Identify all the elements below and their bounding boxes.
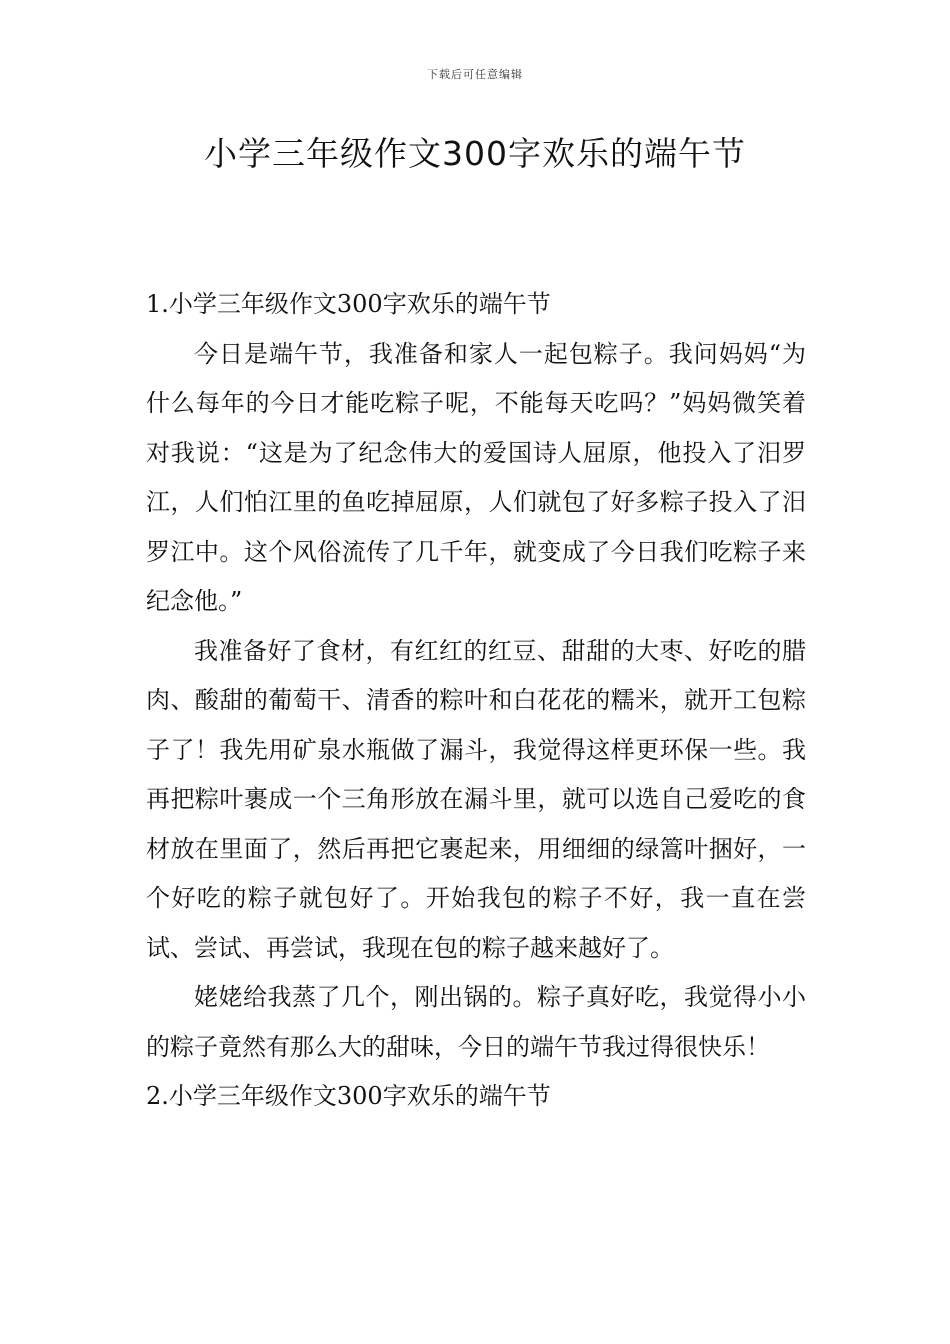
header-note: 下载后可任意编辑 xyxy=(427,68,523,81)
section-heading-1: 1.小学三年级作文300字欢乐的端午节 xyxy=(146,290,551,318)
paragraph-2: 我准备好了食材，有红红的红豆、甜甜的大枣、好吃的腊肉、酸甜的葡萄干、清香的粽叶和白花花的糯米，就开工包粽子了！我先用矿泉水瓶做了漏斗，我觉得这样更环保一些。我再把粽叶裹成一个三角形放在漏斗里，就可以选自己爱吃的食材放在里面了，然后再把它裹起来，用细细的绿篙叶捆好，一个好吃的粽子就包好了。开始我包的粽子不好，我一直在尝试、尝试、再尝试，我现在包的粽子越来越好了。 xyxy=(146,636,806,962)
document-title: 小学三年级作文300字欢乐的端午节 xyxy=(204,134,746,173)
paragraph-1: 今日是端午节，我准备和家人一起包粽子。我问妈妈“为什么每年的今日才能吃粽子呢，不能每天吃吗？”妈妈微笑着对我说：“这是为了纪念伟大的爱国诗人屈原，他投入了汨罗江，人们怕江里的鱼吃掉屈原，人们就包了好多粽子投入了汨罗江中。这个风俗流传了几千年，就变成了今日我们吃粽子来纪念他。” xyxy=(146,339,806,615)
paragraph-3: 姥姥给我蒸了几个，刚出锅的。粽子真好吃，我觉得小小的粽子竟然有那么大的甜味，今日的端午节我过得很快乐！ xyxy=(146,983,806,1061)
document-body xyxy=(146,280,806,1122)
section-heading-2: 2.小学三年级作文300字欢乐的端午节 xyxy=(146,1082,551,1110)
